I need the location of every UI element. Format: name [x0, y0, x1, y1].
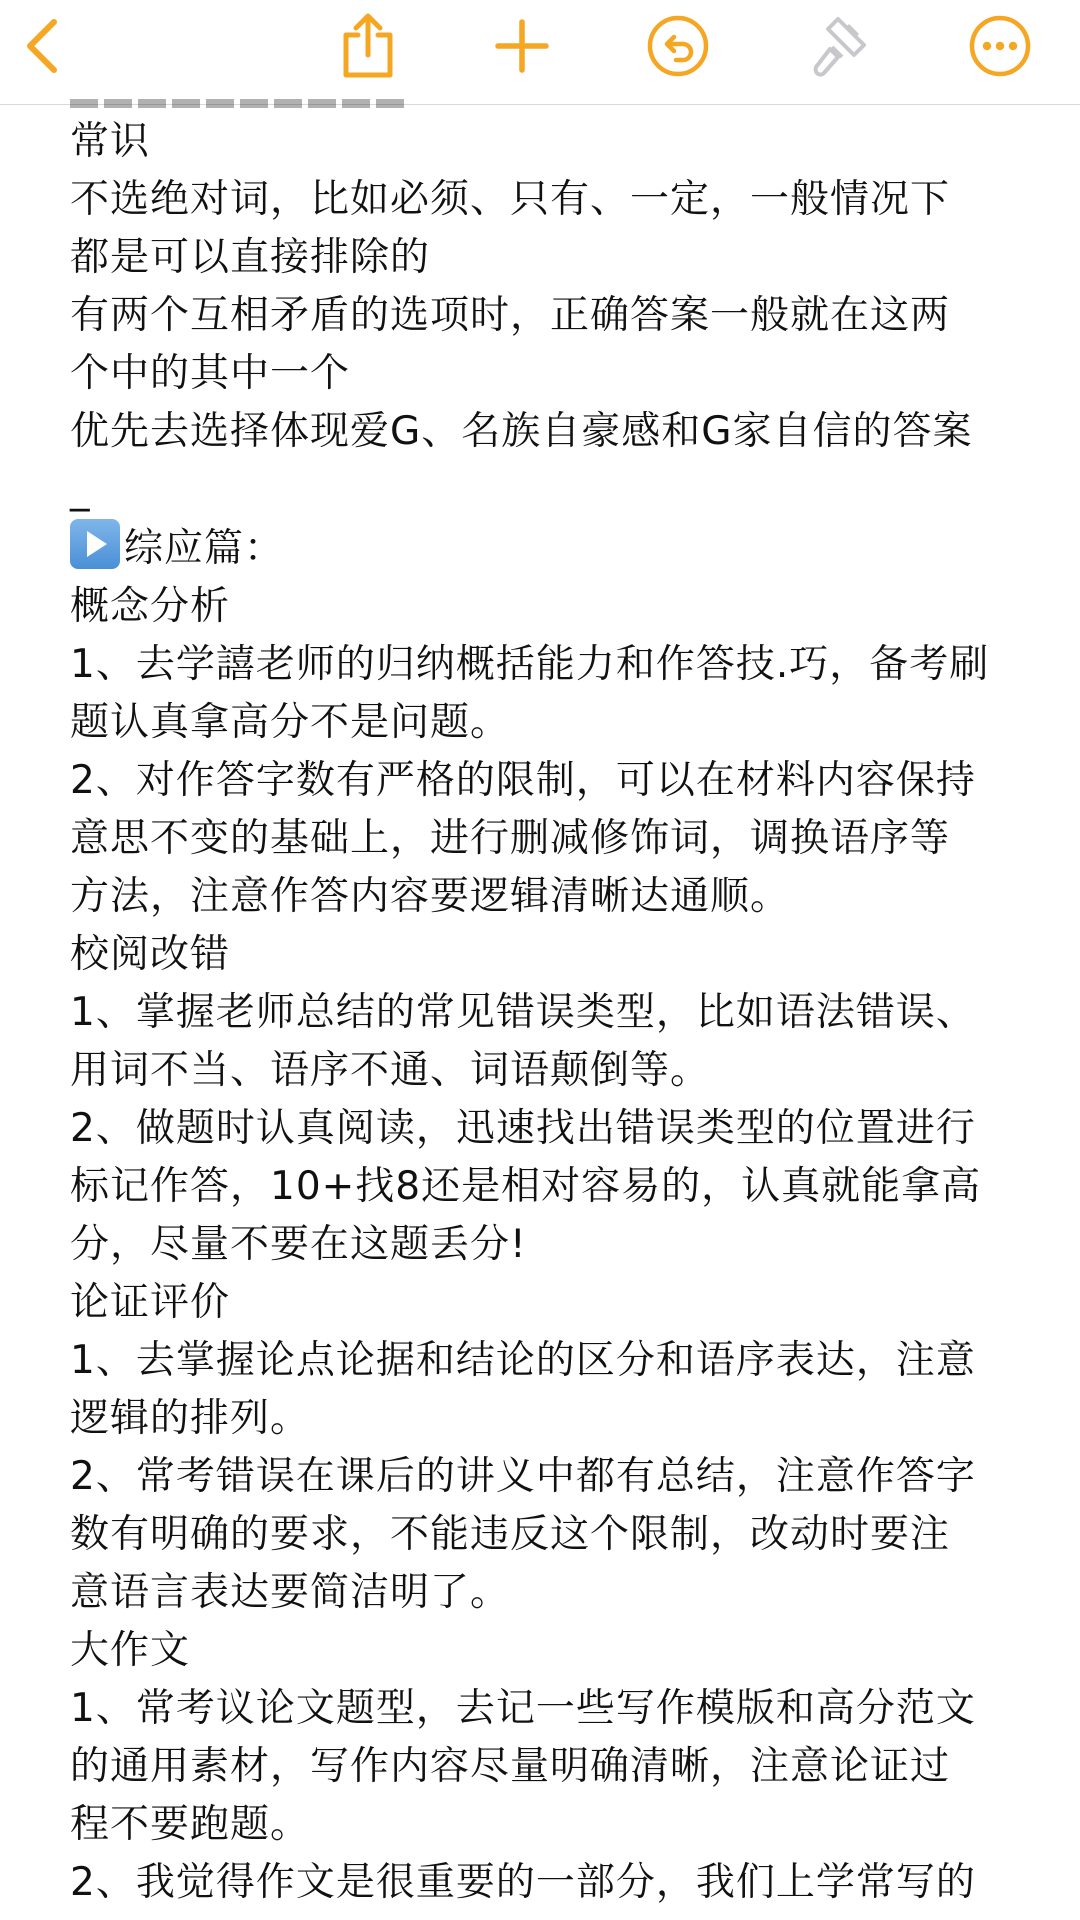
- note-line: 1、去掌握论点论据和结论的区分和语序表达，注意: [70, 1338, 976, 1383]
- note-line: 1、掌握老师总结的常见错误类型，比如语法错误、: [70, 990, 976, 1035]
- add-button[interactable]: [482, 6, 562, 86]
- more-button[interactable]: [960, 6, 1040, 86]
- note-line: 有两个互相矛盾的选项时，正确答案一般就在这两: [70, 293, 951, 338]
- note-line: 常识: [70, 119, 151, 164]
- note-line: 不选绝对词，比如必须、只有、一定，一般情况下: [70, 177, 951, 222]
- section-heading-line: [70, 519, 1030, 578]
- note-line: _: [70, 467, 91, 512]
- note-line: 2、我觉得作文是很重要的一部分，我们上学常写的: [70, 1860, 976, 1905]
- note-line: 意语言表达要简洁明了。: [70, 1570, 511, 1615]
- paintbrush-icon: [808, 11, 872, 81]
- note-line: 数有明确的要求，不能违反这个限制，改动时要注: [70, 1512, 951, 1557]
- note-line: 都是可以直接排除的: [70, 235, 431, 280]
- chevron-left-icon: [22, 16, 62, 76]
- share-icon: [338, 11, 398, 81]
- note-line: 优先去选择体现爱G、名族自豪感和G家自信的答案: [70, 409, 973, 454]
- section-heading-text: 综应篇：: [124, 526, 285, 571]
- note-line: 2、常考错误在课后的讲义中都有总结，注意作答字: [70, 1454, 976, 1499]
- note-line: 用词不当、语序不通、词语颠倒等。: [70, 1048, 711, 1093]
- note-line: 意思不变的基础上，进行删减修饰词，调换语序等: [70, 816, 951, 861]
- back-button[interactable]: [2, 6, 82, 86]
- notes-toolbar: [0, 0, 1080, 105]
- note-line: 程不要跑题。: [70, 1802, 311, 1847]
- note-line: 的通用素材，写作内容尽量明确清晰，注意论证过: [70, 1744, 951, 1789]
- note-line: 概念分析: [70, 584, 231, 629]
- note-line: 1、去学譆老师的归纳概括能力和作答技.巧，备考刷: [70, 642, 990, 687]
- note-line: 标记作答，10+找8还是相对容易的，认真就能拿高: [70, 1164, 982, 1209]
- note-line: 个中的其中一个: [70, 351, 351, 396]
- note-body[interactable]: [70, 113, 1030, 1912]
- more-icon: [968, 14, 1032, 78]
- note-line: 分，尽量不要在这题丢分!: [70, 1222, 527, 1267]
- note-line: 题认真拿高分不是问题。: [70, 700, 511, 745]
- note-line: 校阅改错: [70, 932, 231, 977]
- plus-icon: [494, 18, 550, 74]
- note-line: 方法，注意作答内容要逻辑清晰达通顺。: [70, 874, 791, 919]
- play-button-emoji-icon: [70, 519, 120, 569]
- note-line: 逻辑的排列。: [70, 1396, 311, 1441]
- scrolled-off-line-remnant: [70, 98, 490, 108]
- note-line: 2、对作答字数有严格的限制，可以在材料内容保持: [70, 758, 976, 803]
- note-line: 1、常考议论文题型，去记一些写作模版和高分范文: [70, 1686, 976, 1731]
- undo-button[interactable]: [638, 6, 718, 86]
- note-line: 大作文: [70, 1628, 191, 1673]
- share-button[interactable]: [328, 6, 408, 86]
- format-brush-button[interactable]: [800, 6, 880, 86]
- undo-icon: [646, 14, 710, 78]
- note-line: 论证评价: [70, 1280, 231, 1325]
- note-line: 2、做题时认真阅读，迅速找出错误类型的位置进行: [70, 1106, 976, 1151]
